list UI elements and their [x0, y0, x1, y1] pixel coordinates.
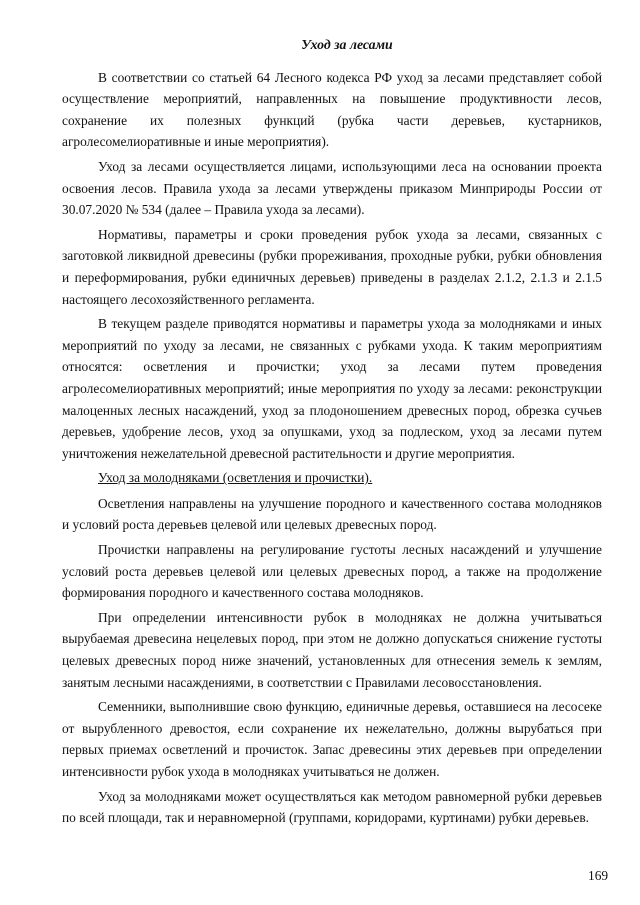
- document-page: [62, 34, 602, 829]
- paragraph-forest-code: В соответствии со статьей 64 Лесного кодекса РФ уход за лесами представляет собой осуществление мероприятий, направленных на повышение продуктивности лесов, сохранение их полезных функций (рубка части деревьев, кустарников, агролесомелиоративные и иные мероприятия).: [62, 69, 602, 150]
- paragraph-clearing: Осветления направлены на улучшение породного и качественного состава молодняков и условий роста деревьев целевой или целевых древесных пород.: [62, 495, 602, 533]
- paragraph-care-methods: Уход за молодняками может осуществляться как методом равномерной рубки деревьев по всей площади, так и неравномерной (группами, коридорами, куртинами) рубки деревьев.: [62, 788, 602, 826]
- section-title: Уход за лесами: [301, 37, 393, 52]
- paragraph-seed-trees: Семенники, выполнившие свою функцию, единичные деревья, оставшиеся на лесосеке от вырубленного древостоя, если сохранение их нежелательно, должны вырубаться при первых приемах осветлений и прочисток. Запас древесины этих деревьев при определении интенсивности рубок ухода в молодняках учитываться не должен.: [62, 699, 602, 779]
- page-number: 169: [588, 868, 609, 883]
- paragraph-current-section: В текущем разделе приводятся нормативы и параметры ухода за молодняками и иных мероприятий по уходу за лесами, не связанных с рубками ухода. К таким мероприятиям относятся: осветления и прочистки; уход за лесами путем проведения агролесомелиоративных мероприятий; иные мероприятия по уходу за лесами: реконструкции малоценных лесных насаждений, уход за плодоношением древесных пород, обрезка сучьев деревьев, удобрение лесов, уход за опушками, уход за подлеском, уход за лесами путем уничтожения нежелательной древесной растительности и другие мероприятия.: [62, 316, 602, 461]
- paragraph-forest-care-persons: Уход за лесами осуществляется лицами, использующими леса на основании проекта освоения лесов. Правила ухода за лесами утверждены приказом Минприроды России от 30.07.2020 № 534 (далее – Правила ухода за лесами).: [62, 158, 602, 218]
- subheading-young-stand-care: Уход за молодняками (осветления и прочистки).: [98, 470, 373, 486]
- paragraph-norms-reference: Нормативы, параметры и сроки проведения рубок ухода за лесами, связанных с заготовкой ликвидной древесины (рубки прореживания, проходные рубки, рубки обновления и переформирования, рубки единичных деревьев) приведены в разделах 2.1.2, 2.1.3 и 2.1.5 настоящего лесохозяйственного регламента.: [62, 226, 602, 307]
- paragraph-intensity: При определении интенсивности рубок в молодняках не должна учитываться вырубаемая древесина нецелевых пород, при этом не должно допускаться снижение густоты целевых древесных пород ниже значений, установленных для отнесения земель к землям, занятым лесными насаждениями, в соответствии с Правилами лесовосстановления.: [62, 609, 602, 690]
- paragraph-cleaning: Прочистки направлены на регулирование густоты лесных насаждений и улучшение условий роста деревьев целевой или целевых древесных пород, а также на продолжение формирования породного и качественного состава молодняков.: [62, 542, 602, 601]
